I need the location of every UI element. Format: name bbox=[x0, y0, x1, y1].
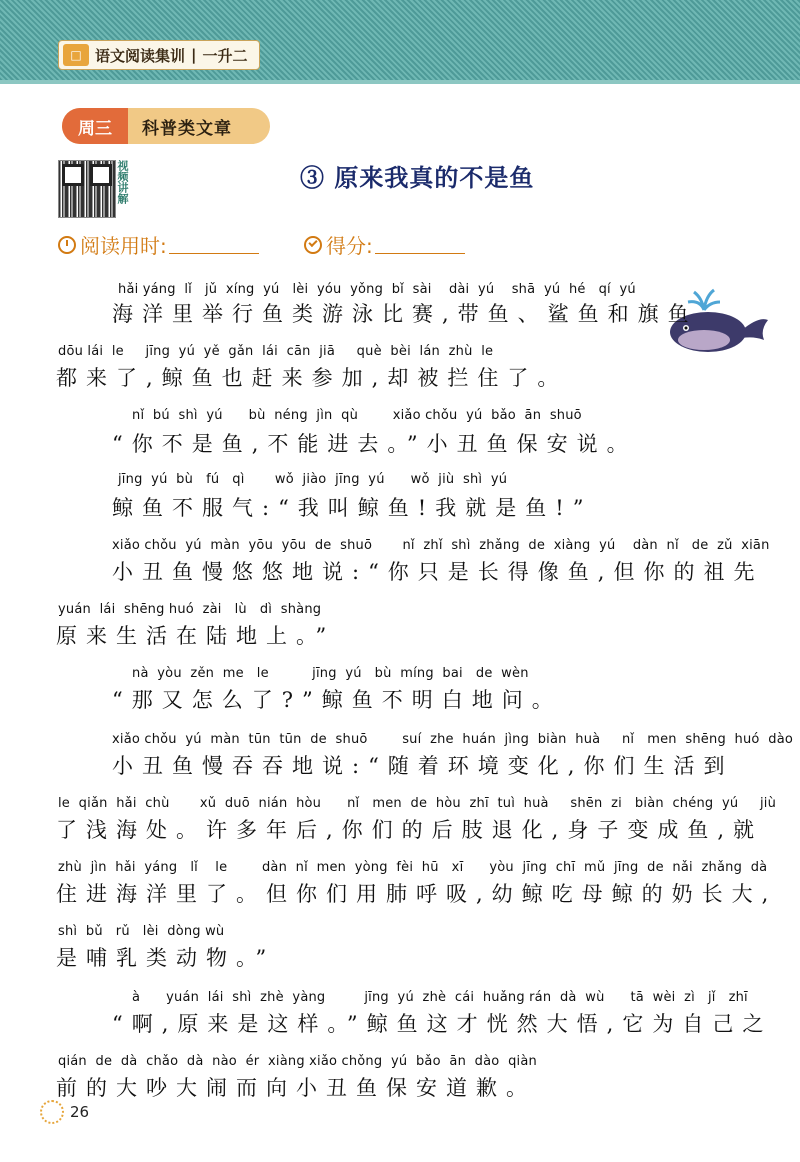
pinyin-line-2: dōu lái le jīng yú yě gǎn lái cān jiā què bèi lán zhù le bbox=[58, 344, 494, 359]
pinyin-line-9: le qiǎn hǎi chù xǔ duō nián hòu nǐ men de hòu zhī tuì huà shēn zi biàn chéng yú jiù bbox=[58, 796, 777, 811]
score-blank[interactable] bbox=[375, 235, 465, 254]
series-tag bbox=[58, 40, 260, 70]
text-line-13: 前的大吵大闹而向小丑鱼保安道歉。 bbox=[56, 1076, 536, 1100]
page-title: ③ 原来我真的不是鱼 bbox=[300, 163, 535, 192]
text-line-3: “你不是鱼,不能进去。”小丑鱼保安说。 bbox=[112, 432, 637, 456]
text-line-2: 都来了,鲸鱼也赶来参加,却被拦住了。 bbox=[56, 366, 568, 390]
pinyin-line-12: à yuán lái shì zhè yàng jīng yú zhè cái huǎng rán dà wù tā wèi zì jǐ zhī bbox=[132, 990, 748, 1005]
page-number-text: 26 bbox=[70, 1103, 90, 1121]
pinyin-line-1: hǎi yáng lǐ jǔ xíng yú lèi yóu yǒng bǐ sài dài yú shā yú hé qí yú bbox=[118, 282, 636, 297]
text-line-9: 了浅海处。许多年后,你们的后肢退化,身子变成鱼,就 bbox=[56, 818, 764, 842]
qr-code[interactable] bbox=[58, 160, 116, 218]
book-icon: □ bbox=[63, 44, 89, 66]
text-line-7: “那又怎么了?”鲸鱼不明白地问。 bbox=[112, 688, 562, 712]
sun-icon bbox=[40, 1100, 64, 1124]
check-icon bbox=[304, 236, 322, 254]
text-line-8: 小丑鱼慢吞吞地说:“随着环境变化,你们生活到 bbox=[112, 754, 734, 778]
score-label: 得分: bbox=[326, 234, 373, 258]
text-line-12: “啊,原来是这样。”鲸鱼这才恍然大悟,它为自己之 bbox=[112, 1012, 773, 1036]
reading-time bbox=[58, 230, 259, 259]
pinyin-line-4: jīng yú bù fú qì wǒ jiào jīng yú wǒ jiù shì yú bbox=[118, 472, 508, 487]
category-label: 科普类文章 bbox=[142, 118, 232, 139]
text-line-1: 海洋里举行鱼类游泳比赛,带鱼、鲨鱼和旗鱼 bbox=[112, 302, 698, 326]
pinyin-line-8: xiǎo chǒu yú màn tūn tūn de shuō suí zhe huán jìng biàn huà nǐ men shēng huó dào bbox=[112, 732, 794, 747]
text-line-10: 住进海洋里了。但你们用肺呼吸,幼鲸吃母鲸的奶长大, bbox=[56, 882, 778, 906]
series-title: 语文阅读集训 bbox=[95, 46, 186, 65]
reading-time-label: 阅读用时: bbox=[80, 234, 167, 258]
text-line-6: 原来生活在陆地上。” bbox=[56, 624, 336, 648]
day-label: 周三 bbox=[62, 108, 128, 144]
pinyin-line-10: zhù jìn hǎi yáng lǐ le dàn nǐ men yòng fèi hū xī yòu jīng chī mǔ jīng de nǎi zhǎng dà bbox=[58, 860, 768, 875]
clock-icon bbox=[58, 236, 76, 254]
series-separator: | bbox=[191, 46, 197, 64]
reading-time-blank[interactable] bbox=[169, 235, 259, 254]
pinyin-line-7: nà yòu zěn me le jīng yú bù míng bai de wèn bbox=[132, 666, 529, 681]
header-band-edge bbox=[0, 80, 800, 84]
text-line-4: 鲸鱼不服气:“我叫鲸鱼!我就是鱼!” bbox=[112, 496, 593, 520]
text-line-5: 小丑鱼慢悠悠地说:“你只是长得像鱼,但你的祖先 bbox=[112, 560, 764, 584]
pinyin-line-5: xiǎo chǒu yú màn yōu yōu de shuō nǐ zhǐ shì zhǎng de xiàng yú dàn nǐ de zǔ xiān bbox=[112, 538, 770, 553]
pinyin-line-13: qián de dà chǎo dà nào ér xiàng xiǎo chǒng yú bǎo ān dào qiàn bbox=[58, 1054, 537, 1069]
pinyin-line-3: nǐ bú shì yú bù néng jìn qù xiǎo chǒu yú bǎo ān shuō bbox=[132, 408, 582, 423]
day-category-tag bbox=[62, 108, 270, 144]
page-number bbox=[40, 1100, 89, 1124]
text-line-11: 是哺乳类动物。” bbox=[56, 946, 276, 970]
pinyin-line-11: shì bǔ rǔ lèi dòng wù bbox=[58, 924, 225, 939]
grade-label: 一升二 bbox=[202, 46, 248, 65]
qr-caption: 视频讲解 bbox=[116, 160, 129, 204]
pinyin-line-6: yuán lái shēng huó zài lù dì shàng bbox=[58, 602, 322, 617]
score bbox=[304, 230, 465, 259]
